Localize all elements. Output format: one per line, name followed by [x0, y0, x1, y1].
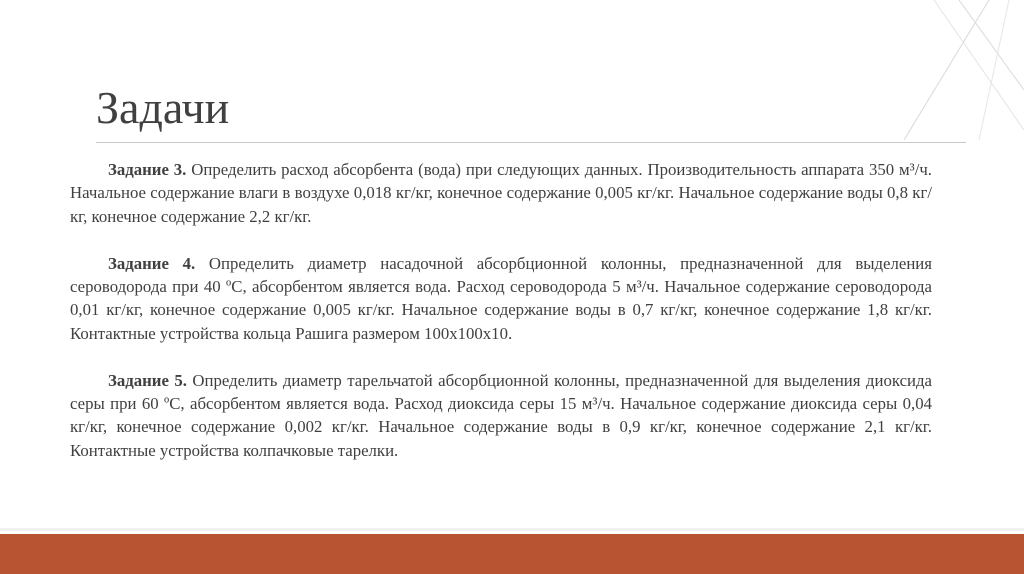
title-divider [96, 142, 966, 143]
corner-decoration [784, 0, 1024, 140]
footer-accent-bar [0, 534, 1024, 574]
task-label: Задание 3. [108, 160, 187, 179]
footer-divider [0, 528, 1024, 531]
task-label: Задание 4. [108, 253, 196, 273]
slide-title: Задачи [96, 82, 230, 133]
task-list [70, 158, 932, 486]
task-text: Определить диаметр тарельчатой абсорбционной колонны, предназначенной для выделения диоксида серы при 60 ºС, абсорбентом является вода. Расход диоксида серы 15 м³/ч. Начальное содержание диоксида серы 0,04 кг/кг, конечное содержание 0,002 кг/кг. Начальное содержание воды в 0,9 кг/кг, конечное содержание 2,1 кг/кг. Контактные устройства колпачковые тарелки. [70, 370, 932, 460]
task-label: Задание 5. [108, 370, 187, 390]
corner-line [959, 0, 1024, 90]
task-item [70, 158, 932, 228]
task-item [70, 252, 932, 346]
corner-line [934, 0, 1024, 130]
task-text: Определить расход абсорбента (вода) при следующих данных. Производительность аппарата 350 м³/ч. Начальное содержание влаги в воздухе 0,018 кг/кг, конечное содержание 0,005 кг/кг. Начальное содержание воды 0,8 кг/кг, конечное содержание 2,2 кг/кг. [70, 160, 932, 226]
corner-line [904, 0, 989, 140]
task-item [70, 369, 932, 463]
task-text: Определить диаметр насадочной абсорбционной колонны, предназначенной для выделения сероводорода при 40 ºС, абсорбентом является вода. Расход сероводорода 5 м³/ч. Начальное содержание сероводорода 0,01 кг/кг, конечное содержание 0,005 кг/кг. Начальное содержание воды в 0,7 кг/кг, конечное содержание 1,8 кг/кг. Контактные устройства кольца Рашига размером 100х100х10. [70, 253, 933, 343]
corner-line [979, 0, 1009, 140]
